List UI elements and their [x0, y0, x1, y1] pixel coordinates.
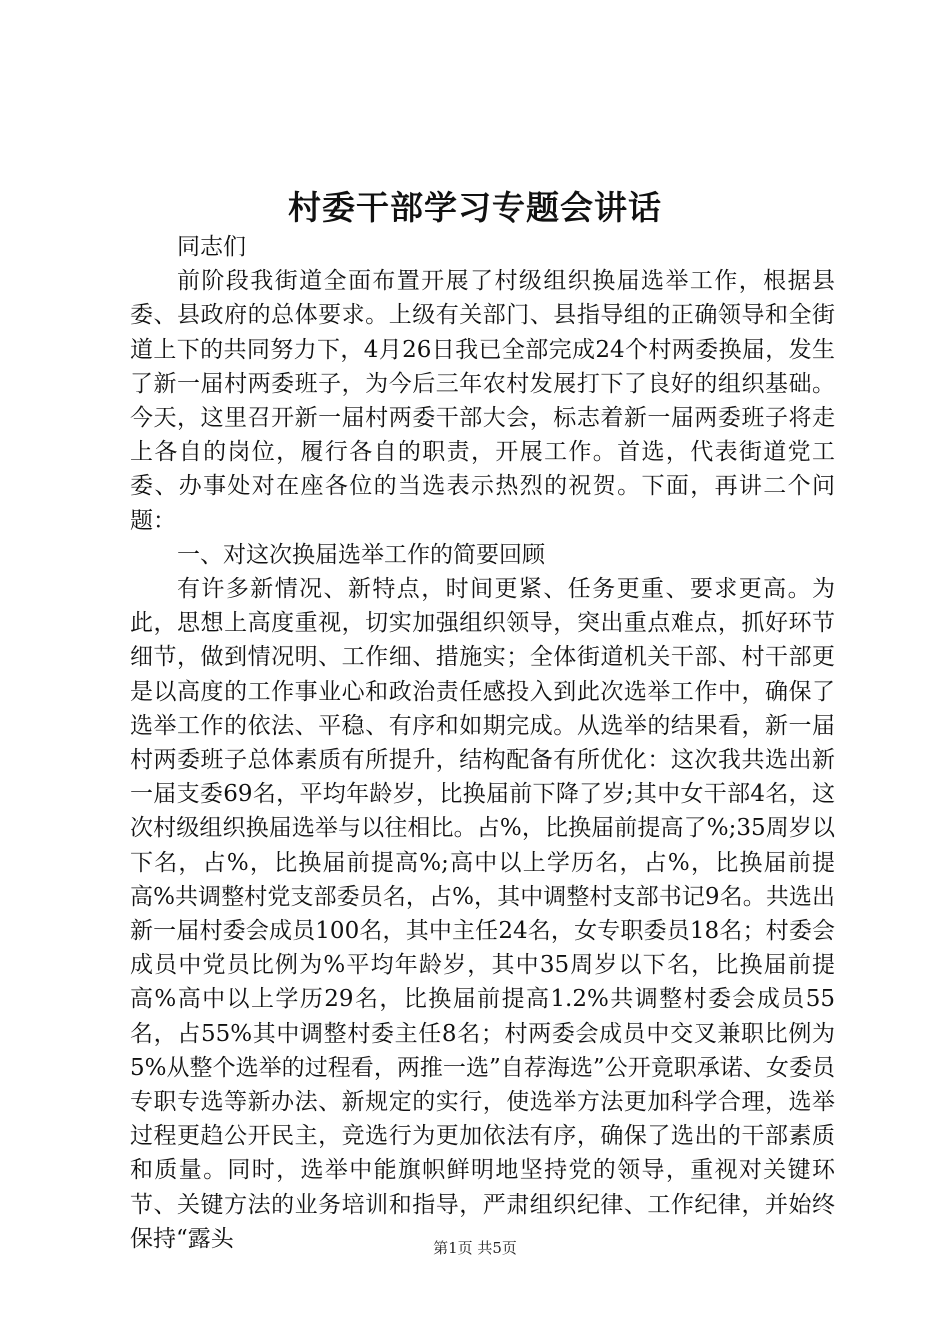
document-title: 村委干部学习专题会讲话	[288, 188, 662, 227]
page-number-footer: 第1页 共5页	[433, 1239, 517, 1257]
body-paragraph: 前阶段我街道全面布置开展了村级组织换届选举工作，根据县委、县政府的总体要求。上级有关部门、县指导组的正确领导和全街道上下的共同努力下，4月26日我已全部完成24个村两委换届，发生了新一届村两委班子，为今后三年农村发展打下了良好的组织基础。今天，这里召开新一届村两委干部大会，标志着新一届两委班子将走上各自的岗位，履行各自的职责，开展工作。首选，代表街道党工委、办事处对在座各位的当选表示热烈的祝贺。下面，再讲二个问题：	[130, 268, 835, 534]
body-paragraph: 有许多新情况、新特点，时间更紧、任务更重、要求更高。为此，思想上高度重视，切实加强组织领导，突出重点难点，抓好环节细节，做到情况明、工作细、措施实；全体街道机关干部、村干部更是以高度的工作事业心和政治责任感投入到此次选举工作中，确保了选举工作的依法、平稳、有序和如期完成。从选举的结果看，新一届村两委班子总体素质有所提升，结构配备有所优化：这次我共选出新一届支委69名，平均年龄岁，比换届前下降了岁;其中女干部4名，这次村级组织换届选举与以往相比。占%，比换届前提高了%;35周岁以下名，占%，比换届前提高%;高中以上学历名，占%，比换届前提高%共调整村党支部委员名，占%，其中调整村支部书记9名。共选出新一届村委会成员100名，其中主任24名，女专职委员18名；村委会成员中党员比例为%平均年龄岁，其中35周岁以下名，比换届前提高%高中以上学历29名，比换届前提高1.2%共调整村委会成员55名，占55%其中调整村委主任8名；村两委会成员中交叉兼职比例为5%从整个选举的过程看，两推一选”自荐海选”公开竟职承诺、女委员专职专选等新办法、新规定的实行，使选举方法更加科学合理，选举过程更趋公开民主，竞选行为更加依法有序，确保了选出的干部素质和质量。同时，选举中能旗帜鲜明地坚持党的领导，重视对关键环节、关键方法的业务培训和指导，严肃组织纪律、工作纪律，并始终保持“露头	[130, 576, 835, 1252]
document-body	[130, 230, 835, 1256]
section-heading: 一、对这次换届选举工作的简要回顾	[177, 541, 545, 568]
salutation: 同志们	[177, 234, 246, 260]
